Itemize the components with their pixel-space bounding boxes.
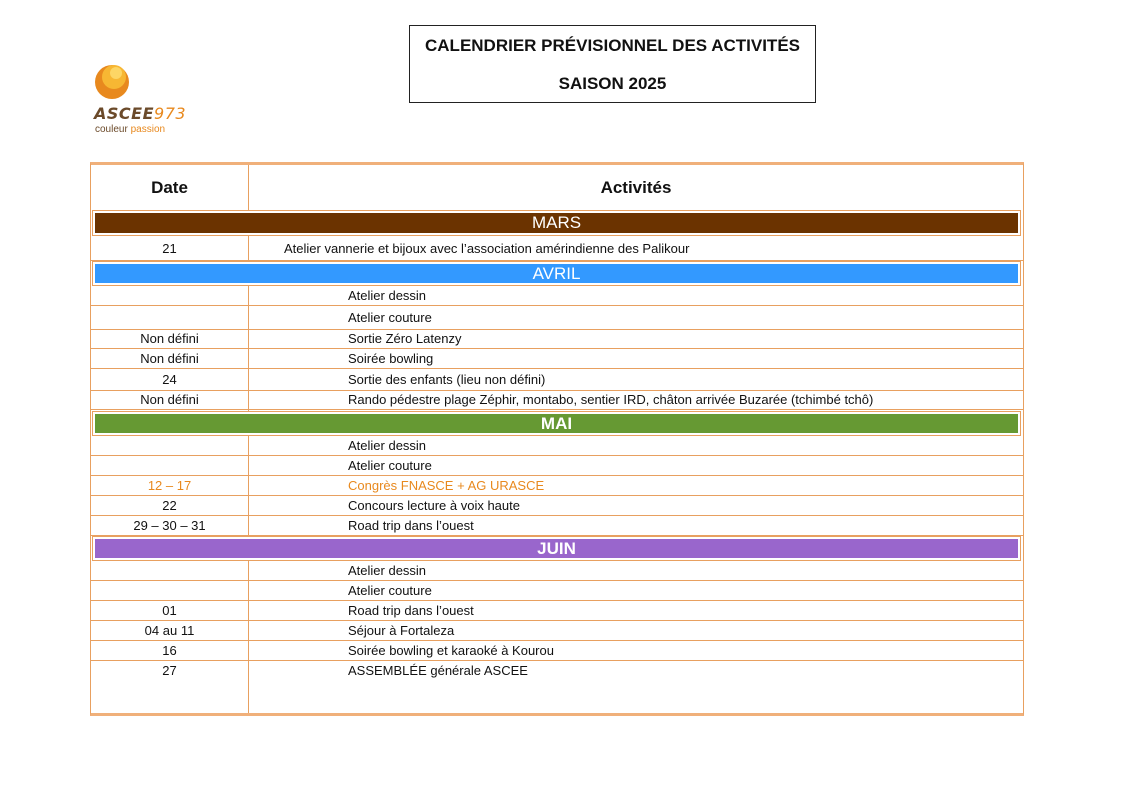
header-date: Date — [151, 178, 188, 197]
page-title: CALENDRIER PRÉVISIONNEL DES ACTIVITÉS — [425, 36, 800, 55]
logo-brand: ASCEE — [94, 104, 155, 123]
row-activity: Atelier couture — [348, 310, 432, 325]
title-box — [409, 25, 816, 103]
row-date: Non défini — [140, 392, 199, 407]
row-date: 04 au 11 — [144, 623, 195, 638]
table-row — [91, 561, 1023, 581]
table-row — [91, 436, 1023, 456]
month-band-juin: JUIN — [93, 537, 1020, 560]
table-row — [91, 456, 1023, 476]
row-activity: Road trip dans l’ouest — [348, 603, 474, 618]
table-row — [91, 581, 1023, 601]
row-activity: Concours lecture à voix haute — [348, 498, 520, 513]
row-activity: Sortie des enfants (lieu non défini) — [348, 372, 546, 387]
logo-tagline-1: couleur — [95, 124, 128, 135]
row-activity: Congrès FNASCE + AG URASCE — [348, 478, 545, 493]
row-date: 01 — [162, 603, 177, 618]
row-activity: Séjour à Fortaleza — [348, 623, 455, 638]
logo-number: 973 — [154, 104, 187, 123]
logo-wordmark — [94, 104, 186, 123]
row-activity: Atelier couture — [348, 458, 432, 473]
table-row — [91, 621, 1023, 641]
logo-tagline — [95, 124, 165, 135]
row-date: 22 — [162, 498, 177, 513]
row-activity: Road trip dans l’ouest — [348, 518, 474, 533]
row-date: Non défini — [140, 351, 199, 366]
table-row — [91, 369, 1023, 391]
month-band-mars: MARS — [93, 211, 1020, 235]
row-activity: ASSEMBLÉE générale ASCEE — [348, 663, 528, 678]
activities-table — [90, 162, 1024, 716]
row-date: 21 — [162, 241, 177, 256]
table-row — [91, 516, 1023, 536]
logo-sun-icon — [94, 60, 134, 104]
month-band-mai: MAI — [93, 412, 1020, 435]
table-row — [91, 286, 1023, 306]
row-date: 27 — [162, 663, 177, 678]
table-row — [91, 496, 1023, 516]
row-activity: Soirée bowling et karaoké à Kourou — [348, 643, 554, 658]
row-activity: Atelier dessin — [348, 438, 427, 453]
row-activity: Atelier dessin — [348, 563, 427, 578]
row-date: 29 – 30 – 31 — [133, 518, 206, 533]
row-date: Non défini — [140, 331, 199, 346]
table-row — [91, 661, 1023, 680]
table-row — [91, 641, 1023, 661]
table-row — [91, 237, 1023, 261]
logo-tagline-2: passion — [130, 124, 166, 135]
row-activity: Rando pédestre plage Zéphir, montabo, sentier IRD, châton arrivée Buzarée (tchimbé tchô) — [348, 392, 874, 407]
page-subtitle: SAISON 2025 — [558, 74, 667, 93]
row-date: 16 — [162, 643, 177, 658]
row-activity: Atelier couture — [348, 583, 432, 598]
row-date: 12 – 17 — [147, 478, 192, 493]
row-activity: Atelier dessin — [348, 288, 427, 303]
month-band-avril: AVRIL — [93, 262, 1020, 285]
table-row — [91, 391, 1023, 410]
row-date: 24 — [162, 372, 177, 387]
table-row — [91, 330, 1023, 349]
ascee-logo — [92, 60, 187, 140]
row-activity: Atelier vannerie et bijoux avec l’association amérindienne des Palikour — [284, 241, 690, 256]
row-activity: Soirée bowling — [348, 351, 434, 366]
table-row — [91, 306, 1023, 330]
table-row — [91, 601, 1023, 621]
table-row — [91, 476, 1023, 496]
table-row — [91, 349, 1023, 369]
row-activity: Sortie Zéro Latenzy — [348, 331, 462, 346]
header-activities: Activités — [600, 178, 672, 197]
